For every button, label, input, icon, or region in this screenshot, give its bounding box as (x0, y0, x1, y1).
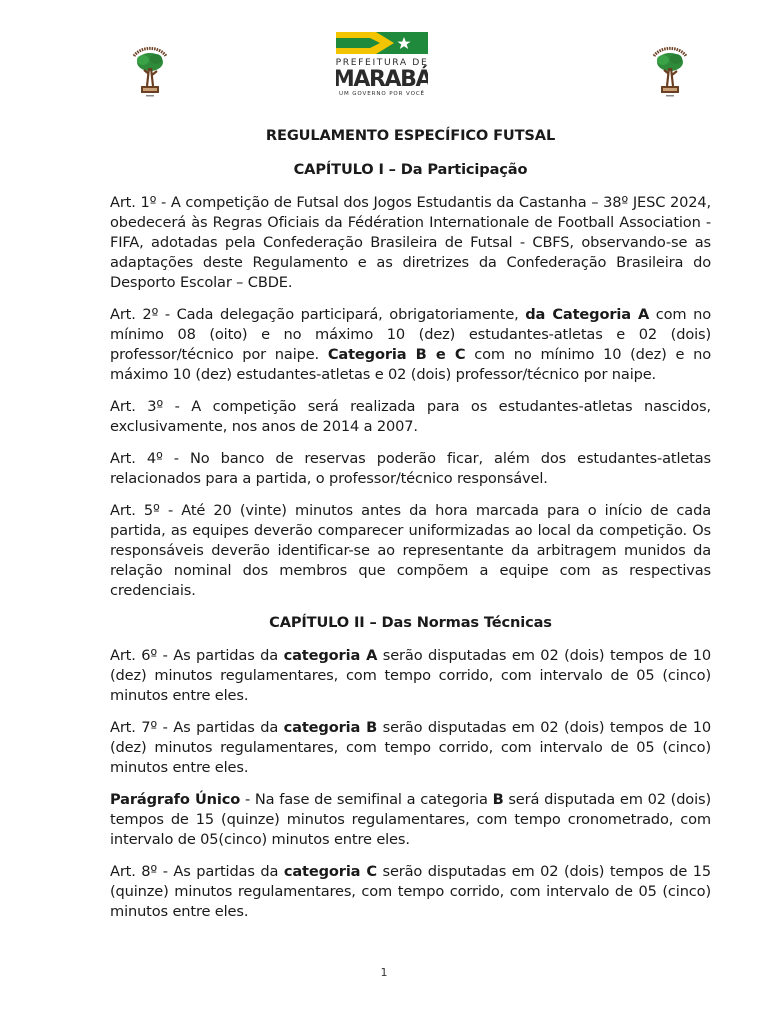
article-6-text: Art. 6º - As partidas da (110, 647, 284, 664)
article-5: Art. 5º - Até 20 (vinte) minutos antes da hora marcada para o início de cada partida, as equipes deverão comparecer uniformizadas ao local da competição. Os responsáveis deverão identificar-se ao representante da arbitragem munidos da relação nominal dos membros que compõem a equipe com as respectivas credenciais. (110, 502, 711, 599)
document-title: REGULAMENTO ESPECÍFICO FUTSAL (265, 127, 556, 144)
article-6-text: serão disputadas em 02 (dois) tempos de 10 (dez) minutos regulamentares, com tempo corrido, com intervalo de 05 (cinco) minutos entre eles. (110, 647, 711, 704)
article-6-bold: categoria A (283, 647, 378, 664)
article-2-text: com no mínimo 10 (dez) e no máximo 10 (dez) estudantes-atletas e 02 (dois) professor/técnico por naipe. (110, 346, 711, 383)
paragrafo-unico-text: será disputada em 02 (dois) tempos de 15 (quinze) minutos regulamentares, com tempo cronometrado, com intervalo de 05(cinco) minutos entre eles. (110, 791, 711, 848)
chapter-2-heading: CAPÍTULO II – Das Normas Técnicas (269, 614, 552, 631)
paragrafo-unico-bold: B (492, 791, 504, 808)
paragrafo-unico-text: - Na fase de semifinal a categoria (240, 791, 493, 808)
tree-icon (128, 42, 172, 100)
article-2 (110, 305, 711, 385)
article-2-text: com no mínimo 08 (oito) e no máximo 10 (dez) estudantes-atletas e 02 (dois) professor/técnico por naipe. (110, 306, 712, 363)
jesc-tree-logo-right (648, 42, 692, 100)
page-number: 1 (380, 966, 388, 979)
article-8-bold: categoria C (283, 863, 377, 880)
paragrafo-unico (110, 790, 711, 850)
jesc-tree-logo-left (128, 42, 172, 100)
page-header (0, 28, 768, 100)
article-7-text: serão disputadas em 02 (dois) tempos de 10 (dez) minutos regulamentares, com tempo corrido, com intervalo de 05 (cinco) minutos entre eles. (110, 719, 711, 776)
article-8 (110, 862, 711, 922)
article-8-text: Art. 8º - As partidas da (110, 863, 284, 880)
article-1: Art. 1º - A competição de Futsal dos Jogos Estudantis da Castanha – 38º JESC 2024, obedecerá às Regras Oficiais da Fédération Internationale de Football Association - FIFA, adotadas pela Confederação Brasileira de Futsal - CBFS, observando-se as adaptações deste Regulamento e as diretrizes da Confederação Brasileira do Desporto Escolar – CBDE. (110, 194, 711, 291)
svg-text:MARABÁ: MARABÁ (336, 67, 428, 92)
article-3: Art. 3º - A competição será realizada para os estudantes-atletas nascidos, exclusivamente, nos anos de 2014 a 2007. (110, 398, 711, 435)
svg-text:PREFEITURA DE: PREFEITURA DE (336, 57, 428, 68)
document-body (110, 126, 711, 934)
article-2-bold-category-a: da Categoria A (525, 306, 650, 323)
prefeitura-maraba-logo (336, 32, 428, 98)
article-2-bold-category-bc: Categoria B e C (327, 346, 466, 363)
article-8-text: serão disputadas em 02 (dois) tempos de 15 (quinze) minutos regulamentares, com tempo corrido, com intervalo de 05 (cinco) minutos entre eles. (110, 863, 711, 920)
tree-icon (648, 42, 692, 100)
article-7-text: Art. 7º - As partidas da (110, 719, 284, 736)
article-7 (110, 718, 711, 778)
chapter-1-heading: CAPÍTULO I – Da Participação (293, 161, 528, 178)
paragrafo-unico-label: Parágrafo Único (110, 791, 241, 808)
article-2-text: Art. 2º - Cada delegação participará, obrigatoriamente, (110, 306, 526, 323)
article-7-bold: categoria B (283, 719, 378, 736)
article-4: Art. 4º - No banco de reservas poderão ficar, além dos estudantes-atletas relacionados para a partida, o professor/técnico responsável. (110, 450, 711, 487)
article-6 (110, 646, 711, 706)
svg-text:UM GOVERNO POR VOCÊ: UM GOVERNO POR VOCÊ (339, 91, 425, 97)
